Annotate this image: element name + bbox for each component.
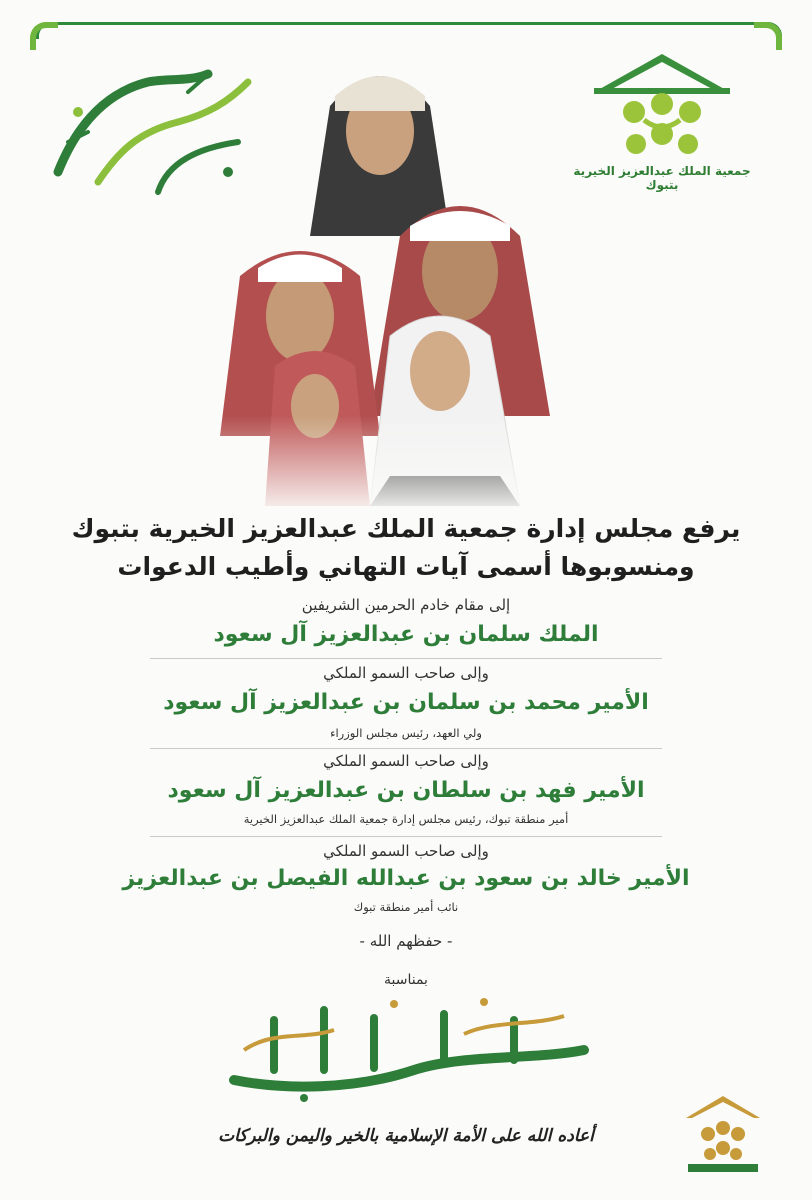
recipient-4-intro: وإلى صاحب السمو الملكي [323, 842, 489, 860]
blessing-text: - حفظهم الله - [359, 932, 453, 950]
royal-portraits-image [180, 36, 630, 516]
divider [150, 658, 662, 659]
occasion-label: بمناسبة [384, 972, 428, 988]
recipient-2-name: الأمير محمد بن سلمان بن عبدالعزيز آل سعود [163, 690, 649, 715]
recipient-4-name: الأمير خالد بن سعود بن عبدالله الفيصل بن عبدالعزيز [122, 866, 690, 891]
recipient-2-title: ولي العهد، رئيس مجلس الوزراء [330, 726, 482, 740]
recipient-3-title: أمير منطقة تبوك، رئيس مجلس إدارة جمعية الملك عبدالعزيز الخيرية [243, 812, 569, 826]
recipient-1-intro: إلى مقام خادم الحرمين الشريفين [301, 596, 511, 614]
recipient-3-intro: وإلى صاحب السمو الملكي [323, 752, 489, 770]
frame-corner-left [30, 22, 58, 50]
charity-logo-caption: جمعية الملك عبدالعزيز الخيرية بتبوك [573, 164, 751, 192]
message-line-1: يرفع مجلس إدارة جمعية الملك عبدالعزيز الخيرية بتبوك [71, 514, 741, 543]
message-line-2: ومنسوبوها أسمى آيات التهاني وأطيب الدعوات [117, 552, 695, 581]
recipient-1-name: الملك سلمان بن عبدالعزيز آل سعود [213, 622, 599, 647]
divider [150, 748, 662, 749]
closing-wish: أعاده الله على الأمة الإسلامية بالخير واليمن والبركات [218, 1126, 594, 1146]
divider [150, 836, 662, 837]
eid-al-adha-calligraphy [214, 990, 598, 1108]
recipient-4-title: نائب أمير منطقة تبوك [353, 900, 459, 914]
eid-al-adha-text [0, 1070, 812, 1071]
recipient-3-name: الأمير فهد بن سلطان بن عبدالعزيز آل سعود [167, 778, 645, 803]
charity-logo-small [678, 1088, 768, 1178]
recipient-2-intro: وإلى صاحب السمو الملكي [323, 664, 489, 682]
